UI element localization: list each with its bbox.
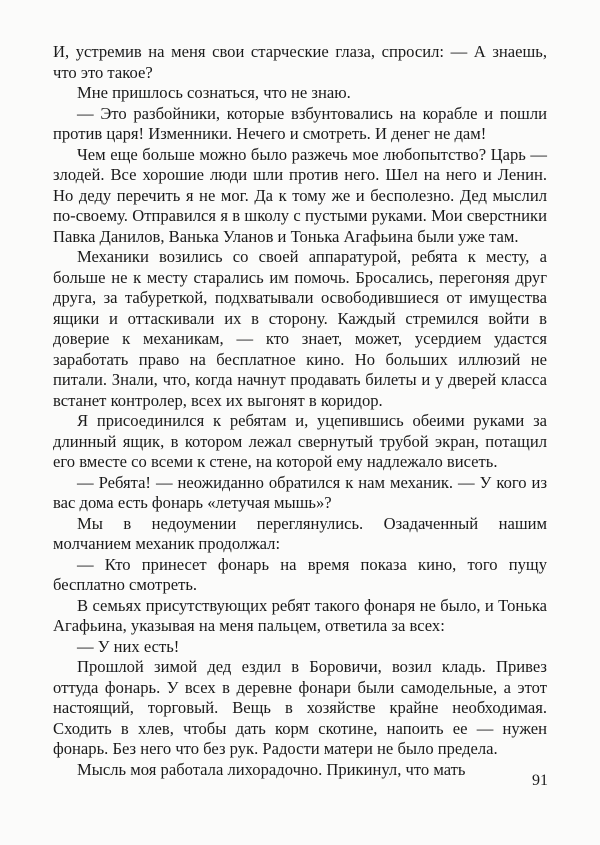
paragraph-7: — Ребята! — неожиданно обратился к нам механик. — У кого из вас дома есть фонарь «летучая мышь»? [53,472,547,512]
body-text [53,42,547,780]
paragraph-5: Механики возились со своей аппаратурой, ребята к месту, а больше не к месту старались им помочь. Бросались, перегоняя друг друга, за табуреткой, подхватывали освободившиеся от имущества ящики и оттаскивали их в сторону. Каждый стремился войти в доверие к механикам, — кто знает, может, усердием удастся заработать право на бесплатное кино. Но больших иллюзий не питали. Знали, что, когда начнут продавать билеты и у дверей класса встанет контролер, всех их выгонят в коридор. [53,247,547,410]
paragraph-10: В семьях присутствующих ребят такого фонаря не было, и Тонька Агафьина, указывая на меня пальцем, ответила за всех: [53,595,547,635]
paragraph-8: Мы в недоумении переглянулись. Озадаченный нашим молчанием механик продолжал: [53,513,547,553]
paragraph-11: — У них есть! [77,636,180,656]
paragraph-13: Мысль моя работала лихорадочно. Прикинул, что мать [77,759,466,779]
paragraph-9: — Кто принесет фонарь на время показа кино, того пущу бесплатно смотреть. [53,554,547,594]
paragraph-12: Прошлой зимой дед ездил в Боровичи, возил кладь. Привез оттуда фонарь. У всех в деревне фонари были самодельные, а этот настоящий, торговый. Вещь в хозяйстве крайне необходимая. Сходить в хлев, чтобы дать корм скотине, напоить ее — нужен фонарь. Без него что без рук. Радости матери не было предела. [53,657,547,758]
paragraph-2: Мне пришлось сознаться, что не знаю. [77,83,351,102]
paragraph-1: И, устремив на меня свои старческие глаза, спросил: — А знаешь, что это такое? [53,42,547,82]
page-number: 91 [532,772,548,789]
paragraph-4: Чем еще больше можно было разжечь мое любопытство? Царь — злодей. Все хорошие люди шли против него. Шел на него и Ленин. Но деду перечить я не мог. Да к тому же и бесполезно. Дед мыслил по-своему. Отправился я в школу с пустыми руками. Мои сверстники Павка Данилов, Ванька Уланов и Тонька Агафьина были уже там. [53,144,547,246]
paragraph-6: Я присоединился к ребятам и, уцепившись обеими руками за длинный ящик, в котором лежал свернутый трубой экран, потащил его вместе со всеми к стене, на которой ему надлежало висеть. [53,411,547,471]
paragraph-3: — Это разбойники, которые взбунтовались на корабле и пошли против царя! Изменники. Нечего и смотреть. И денег не дам! [53,103,547,143]
